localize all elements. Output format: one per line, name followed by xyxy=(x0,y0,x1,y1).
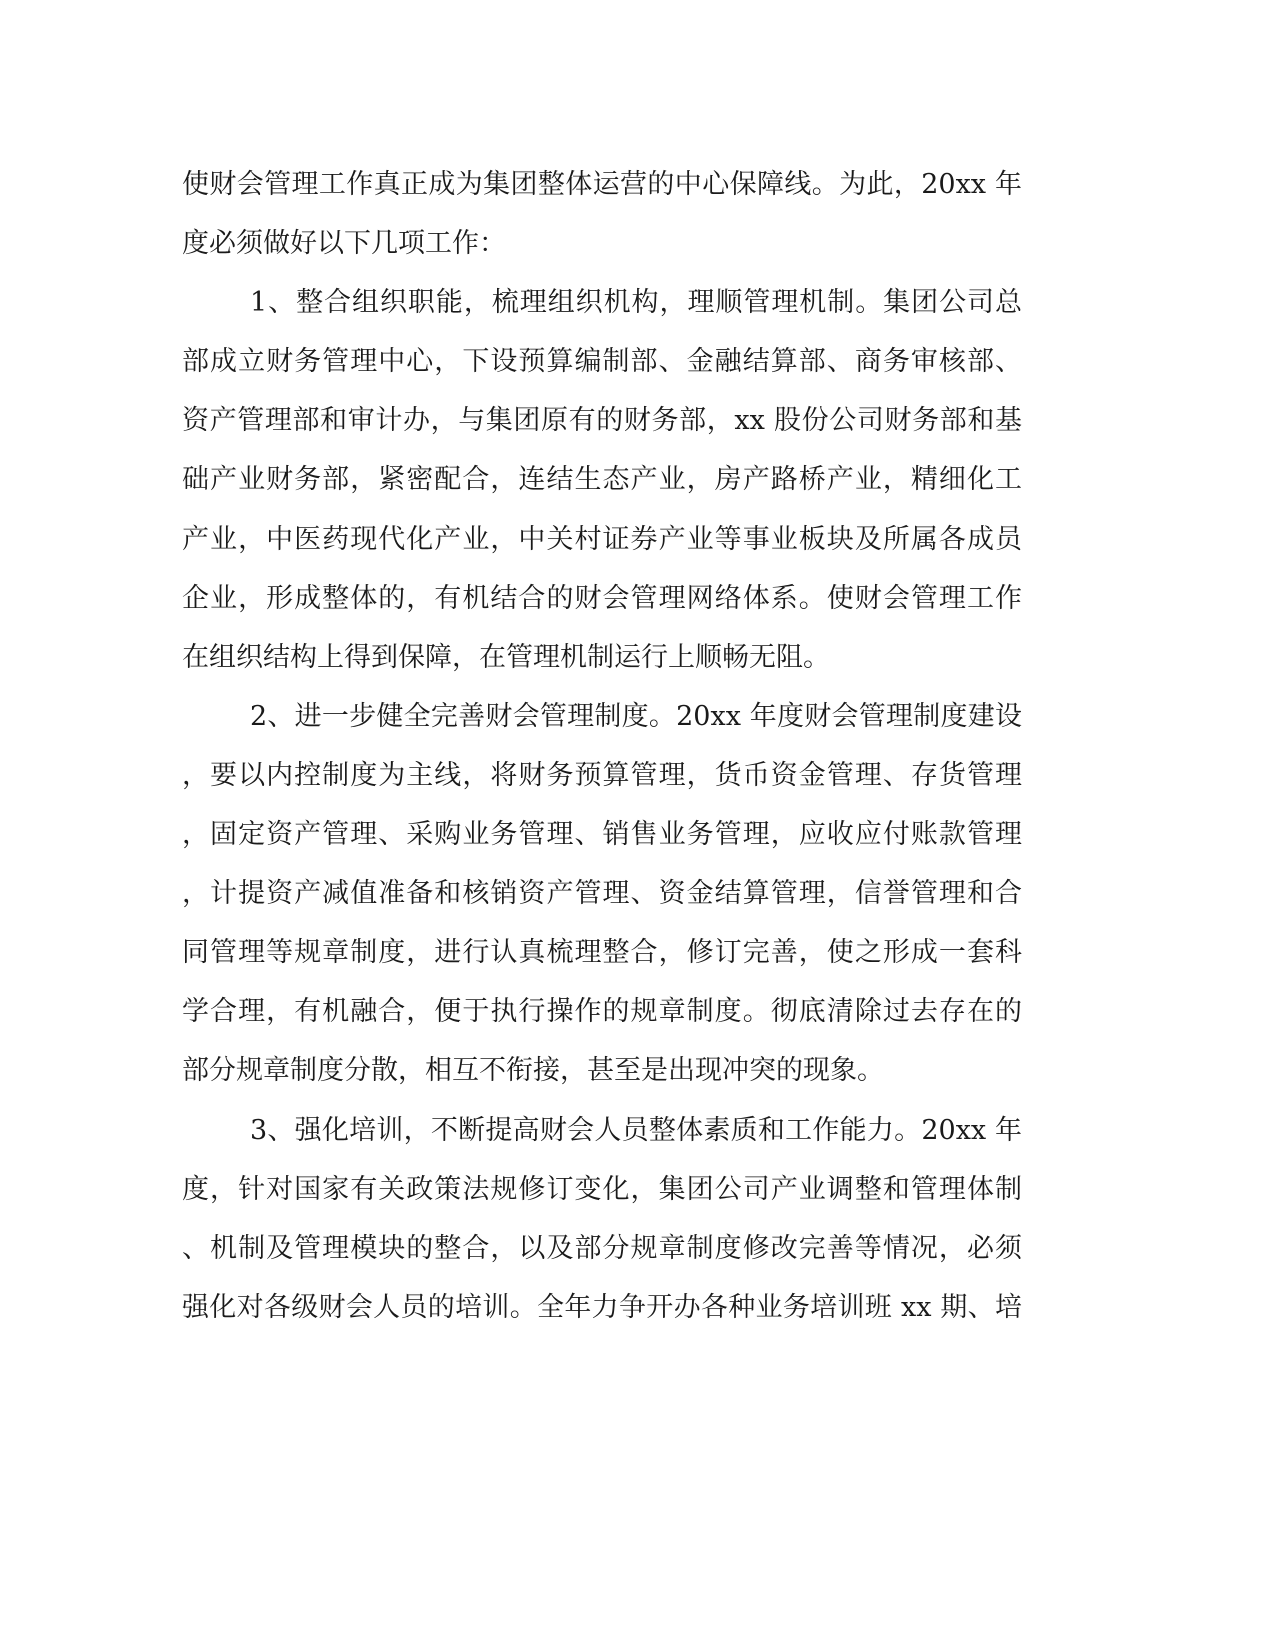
text-line: ，固定资产管理、采购业务管理、销售业务管理，应收应付账款管理 xyxy=(182,819,1022,851)
text-line: 2、进一步健全完善财会管理制度。20xx 年度财会管理制度建设 xyxy=(250,700,1022,732)
text-line: 3、强化培训，不断提高财会人员整体素质和工作能力。20xx 年 xyxy=(250,1114,1022,1146)
text-line: 产业，中医药现代化产业，中关村证券产业等事业板块及所属各成员 xyxy=(182,523,1022,555)
text-line: 使财会管理工作真正成为集团整体运营的中心保障线。为此，20xx 年 xyxy=(182,169,1022,200)
text-line: 、机制及管理模块的整合，以及部分规章制度修改完善等情况，必须 xyxy=(182,1232,1022,1264)
text-line: 在组织结构上得到保障，在管理机制运行上顺畅无阻。 xyxy=(182,641,830,673)
document-body xyxy=(182,155,1022,1337)
text-line: 度必须做好以下几项工作： xyxy=(182,228,506,260)
text-line: 础产业财务部，紧密配合，连结生态产业，房产路桥产业，精细化工 xyxy=(182,464,1022,496)
text-line: ，计提资产减值准备和核销资产管理、资金结算管理，信誉管理和合 xyxy=(182,878,1022,910)
text-line: 部成立财务管理中心，下设预算编制部、金融结算部、商务审核部、 xyxy=(182,346,1022,378)
text-line: ，要以内控制度为主线，将财务预算管理，货币资金管理、存货管理 xyxy=(182,759,1022,791)
text-line: 同管理等规章制度，进行认真梳理整合，修订完善，使之形成一套科 xyxy=(182,937,1022,969)
text-line: 度，针对国家有关政策法规修订变化，集团公司产业调整和管理体制 xyxy=(182,1173,1022,1205)
text-line: 企业，形成整体的，有机结合的财会管理网络体系。使财会管理工作 xyxy=(182,582,1022,614)
text-line: 学合理，有机融合，便于执行操作的规章制度。彻底清除过去存在的 xyxy=(182,996,1022,1028)
text-line: 1、整合组织职能，梳理组织机构，理顺管理机制。集团公司总 xyxy=(250,287,1022,319)
text-line: 强化对各级财会人员的培训。全年力争开办各种业务培训班 xx 期、培 xyxy=(182,1291,1022,1323)
text-line: 资产管理部和审计办，与集团原有的财务部，xx 股份公司财务部和基 xyxy=(182,405,1022,437)
text-line: 部分规章制度分散，相互不衔接，甚至是出现冲突的现象。 xyxy=(182,1055,884,1087)
